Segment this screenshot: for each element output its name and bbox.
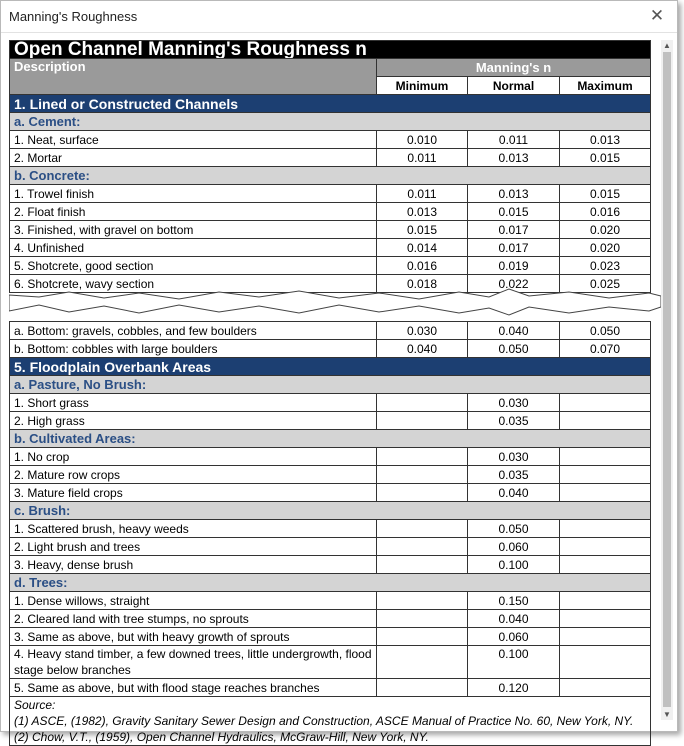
description-cell: 1. Short grass (10, 394, 377, 412)
table-row (10, 556, 651, 574)
maximum-cell: 0.015 (560, 149, 651, 167)
maximum-cell: 0.016 (560, 203, 651, 221)
normal-cell: 0.060 (468, 538, 560, 556)
subsection-title: b. Cultivated Areas: (10, 430, 651, 448)
subsection-title: a. Cement: (10, 113, 651, 131)
maximum-cell: 0.020 (560, 239, 651, 257)
table-row (10, 221, 651, 239)
report-content (9, 40, 661, 744)
minimum-cell (377, 412, 468, 430)
minimum-cell (377, 679, 468, 697)
description-cell: 1. Neat, surface (10, 131, 377, 149)
subsection-row (10, 502, 651, 520)
normal-cell: 0.035 (468, 466, 560, 484)
table-row (10, 610, 651, 628)
section-title: 5. Floodplain Overbank Areas (10, 358, 651, 376)
minimum-cell (377, 592, 468, 610)
minimum-cell: 0.015 (377, 221, 468, 239)
table-row (10, 679, 651, 697)
maximum-cell: 0.013 (560, 131, 651, 149)
maximum-cell (560, 538, 651, 556)
description-cell: 3. Mature field crops (10, 484, 377, 502)
title-bar (1, 1, 677, 33)
subsection-title: a. Pasture, No Brush: (10, 376, 651, 394)
table-row (10, 448, 651, 466)
description-header: Description (10, 59, 377, 95)
minimum-cell (377, 628, 468, 646)
source-label: Source: (14, 698, 56, 712)
subsection-title: d. Trees: (10, 574, 651, 592)
description-cell: 3. Finished, with gravel on bottom (10, 221, 377, 239)
close-icon[interactable]: ✕ (649, 6, 665, 25)
maximum-cell (560, 520, 651, 538)
normal-cell: 0.120 (468, 679, 560, 697)
maximum-cell (560, 679, 651, 697)
table-row (10, 203, 651, 221)
maximum-cell (560, 484, 651, 502)
minimum-cell (377, 394, 468, 412)
subsection-title: c. Brush: (10, 502, 651, 520)
table-row (10, 131, 651, 149)
table-row (10, 322, 651, 340)
description-cell: 2. Float finish (10, 203, 377, 221)
table-row (10, 538, 651, 556)
normal-cell: 0.019 (468, 257, 560, 275)
maximum-cell (560, 448, 651, 466)
maximum-cell (560, 592, 651, 610)
description-cell: 2. High grass (10, 412, 377, 430)
source-line-1: (1) ASCE, (1982), Gravity Sanitary Sewer Design and Construction, ASCE Manual of Practice No. 60, New York, NY. (14, 714, 634, 728)
description-cell: 6. Shotcrete, wavy section (10, 275, 377, 293)
description-cell: 4. Unfinished (10, 239, 377, 257)
mannings-n-header: Manning's n (377, 59, 651, 77)
description-cell: 1. Scattered brush, heavy weeds (10, 520, 377, 538)
table-row (10, 628, 651, 646)
maximum-cell (560, 610, 651, 628)
description-cell: 1. No crop (10, 448, 377, 466)
normal-cell: 0.060 (468, 628, 560, 646)
table-row (10, 466, 651, 484)
maximum-cell: 0.015 (560, 185, 651, 203)
minimum-cell: 0.010 (377, 131, 468, 149)
maximum-cell: 0.025 (560, 275, 651, 293)
maximum-cell (560, 556, 651, 574)
description-cell: 5. Same as above, but with flood stage reaches branches (10, 679, 377, 697)
normal-cell: 0.050 (468, 340, 560, 358)
description-cell: b. Bottom: cobbles with large boulders (10, 340, 377, 358)
normal-cell: 0.100 (468, 646, 560, 679)
minimum-cell (377, 520, 468, 538)
minimum-cell: 0.013 (377, 203, 468, 221)
minimum-cell: 0.011 (377, 185, 468, 203)
table-row (10, 340, 651, 358)
normal-cell: 0.017 (468, 239, 560, 257)
minimum-cell (377, 556, 468, 574)
normal-cell: 0.050 (468, 520, 560, 538)
section-title: 1. Lined or Constructed Channels (10, 95, 651, 113)
subsection-title: b. Concrete: (10, 167, 651, 185)
table-row (10, 185, 651, 203)
description-cell: 3. Same as above, but with heavy growth of sprouts (10, 628, 377, 646)
window-title: Manning's Roughness (9, 9, 138, 24)
table-row (10, 257, 651, 275)
normal-cell: 0.011 (468, 131, 560, 149)
table-row (10, 149, 651, 167)
subsection-row (10, 113, 651, 131)
maximum-cell: 0.070 (560, 340, 651, 358)
description-cell: 1. Trowel finish (10, 185, 377, 203)
manning-table-continued (9, 321, 651, 746)
description-cell: 3. Heavy, dense brush (10, 556, 377, 574)
normal-cell: 0.100 (468, 556, 560, 574)
normal-cell: 0.040 (468, 322, 560, 340)
subsection-row (10, 430, 651, 448)
table-row (10, 646, 651, 679)
normal-cell: 0.013 (468, 185, 560, 203)
maximum-cell: 0.020 (560, 221, 651, 239)
normal-cell: 0.017 (468, 221, 560, 239)
table-row (10, 592, 651, 610)
minimum-cell: 0.011 (377, 149, 468, 167)
description-cell: 1. Dense willows, straight (10, 592, 377, 610)
description-cell: 2. Mature row crops (10, 466, 377, 484)
description-cell: 4. Heavy stand timber, a few downed trees, little undergrowth, flood stage below branches (10, 646, 377, 679)
normal-cell: 0.040 (468, 484, 560, 502)
minimum-header: Minimum (377, 77, 468, 95)
minimum-cell (377, 484, 468, 502)
normal-cell: 0.030 (468, 448, 560, 466)
maximum-cell: 0.023 (560, 257, 651, 275)
subsection-row (10, 376, 651, 394)
normal-cell: 0.013 (468, 149, 560, 167)
maximum-cell (560, 628, 651, 646)
description-cell: 2. Light brush and trees (10, 538, 377, 556)
maximum-header: Maximum (560, 77, 651, 95)
subsection-row (10, 167, 651, 185)
normal-cell: 0.035 (468, 412, 560, 430)
normal-cell: 0.015 (468, 203, 560, 221)
minimum-cell: 0.030 (377, 322, 468, 340)
minimum-cell: 0.018 (377, 275, 468, 293)
subsection-row (10, 574, 651, 592)
normal-cell: 0.022 (468, 275, 560, 293)
table-row (10, 412, 651, 430)
description-cell: 2. Cleared land with tree stumps, no sprouts (10, 610, 377, 628)
minimum-cell: 0.016 (377, 257, 468, 275)
table-row (10, 484, 651, 502)
description-cell: a. Bottom: gravels, cobbles, and few boulders (10, 322, 377, 340)
normal-header: Normal (468, 77, 560, 95)
source-notes (10, 697, 651, 746)
scroll-up-icon[interactable]: ▲ (663, 41, 671, 50)
table-row (10, 239, 651, 257)
table-row (10, 520, 651, 538)
vertical-scrollbar[interactable] (661, 40, 673, 720)
scroll-down-icon[interactable]: ▼ (663, 710, 671, 719)
minimum-cell: 0.040 (377, 340, 468, 358)
scroll-thumb[interactable] (663, 52, 671, 707)
section-row (10, 95, 651, 113)
normal-cell: 0.150 (468, 592, 560, 610)
normal-cell: 0.040 (468, 610, 560, 628)
description-cell: 5. Shotcrete, good section (10, 257, 377, 275)
source-line-2: (2) Chow, V.T., (1959), Open Channel Hydraulics, McGraw-Hill, New York, NY. (14, 730, 429, 744)
minimum-cell (377, 646, 468, 679)
maximum-cell (560, 646, 651, 679)
table-row (10, 394, 651, 412)
minimum-cell (377, 466, 468, 484)
section-row (10, 358, 651, 376)
minimum-cell: 0.014 (377, 239, 468, 257)
table-title: Open Channel Manning's Roughness n (10, 41, 651, 59)
minimum-cell (377, 610, 468, 628)
maximum-cell (560, 394, 651, 412)
maximum-cell (560, 466, 651, 484)
normal-cell: 0.030 (468, 394, 560, 412)
maximum-cell (560, 412, 651, 430)
description-cell: 2. Mortar (10, 149, 377, 167)
maximum-cell: 0.050 (560, 322, 651, 340)
minimum-cell (377, 448, 468, 466)
minimum-cell (377, 538, 468, 556)
manning-table (9, 40, 651, 293)
